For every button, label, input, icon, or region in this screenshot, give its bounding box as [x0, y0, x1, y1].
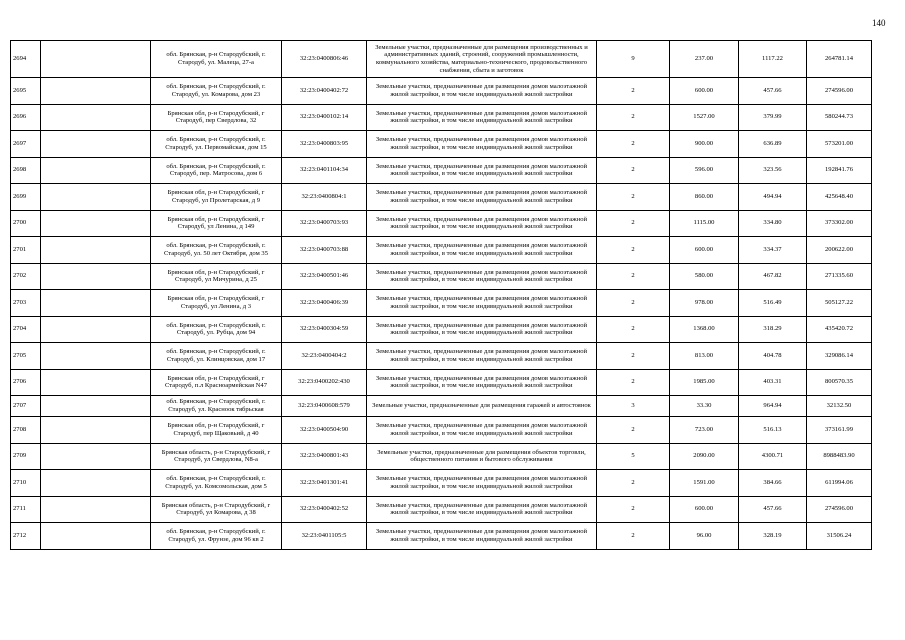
cadastral-number-cell: 32:23:0400202:430 — [282, 369, 367, 396]
cadastral-value-cell: 435420.72 — [807, 316, 872, 343]
address-cell: обл. Брянская, р-н Стародубский, г. Стародуб, ул. Комарова, дом 23 — [151, 78, 282, 105]
group-cell: 2 — [597, 263, 670, 290]
cadastral-number-cell: 32:23:0400504:90 — [282, 417, 367, 444]
land-use-cell: Земельные участки, предназначенные для размещения домов малоэтажной жилой застройки, в том числе индивидуальной жилой застройки — [367, 369, 597, 396]
cadastral-number-cell: 32:23:0400402:52 — [282, 496, 367, 523]
row-number: 2709 — [11, 443, 41, 470]
unit-value-cell: 457.66 — [739, 78, 807, 105]
area-cell: 813.00 — [670, 343, 739, 370]
row-number: 2708 — [11, 417, 41, 444]
land-use-cell: Земельные участки, предназначенные для размещения домов малоэтажной жилой застройки, в том числе индивидуальной жилой застройки — [367, 496, 597, 523]
address-cell: обл. Брянская, р-н Стародубский, г. Стародуб, ул. Первомайская, дом 15 — [151, 131, 282, 158]
area-cell: 978.00 — [670, 290, 739, 317]
cadastral-value-cell: 8988483.90 — [807, 443, 872, 470]
address-cell: обл. Брянская, р-н Стародубский, г. Стародуб, ул. 50 лет Октября, дом 35 — [151, 237, 282, 264]
group-cell: 2 — [597, 316, 670, 343]
cadastral-value-cell: 32132.50 — [807, 396, 872, 417]
table-row — [11, 210, 872, 237]
table-row — [11, 417, 872, 444]
area-cell: 600.00 — [670, 496, 739, 523]
land-use-cell: Земельные участки, предназначенные для размещения домов малоэтажной жилой застройки, в том числе индивидуальной жилой застройки — [367, 78, 597, 105]
cadastral-value-cell: 611994.06 — [807, 470, 872, 497]
cadastral-number-cell: 32:23:0400804:1 — [282, 184, 367, 211]
cadastral-value-cell: 264781.14 — [807, 41, 872, 78]
unit-value-cell: 323.56 — [739, 157, 807, 184]
cadastral-number-cell: 32:23:0401301:41 — [282, 470, 367, 497]
table-row — [11, 104, 872, 131]
cadastral-value-cell: 800570.35 — [807, 369, 872, 396]
row-number: 2705 — [11, 343, 41, 370]
cadastral-number-cell: 32:23:0400304:59 — [282, 316, 367, 343]
group-cell: 2 — [597, 343, 670, 370]
blank-cell — [41, 396, 151, 417]
table-row — [11, 470, 872, 497]
cadastral-value-cell: 329086.14 — [807, 343, 872, 370]
address-cell: Брянская обл, р-н Стародубский, г Стародуб, п.л Красноармейская N47 — [151, 369, 282, 396]
cadastral-number-cell: 32:23:0400404:2 — [282, 343, 367, 370]
area-cell: 723.00 — [670, 417, 739, 444]
row-number: 2696 — [11, 104, 41, 131]
land-use-cell: Земельные участки, предназначенные для размещения домов малоэтажной жилой застройки, в том числе индивидуальной жилой застройки — [367, 470, 597, 497]
row-number: 2701 — [11, 237, 41, 264]
cadastral-number-cell: 32:23:0400703:88 — [282, 237, 367, 264]
row-number: 2697 — [11, 131, 41, 158]
table-row — [11, 496, 872, 523]
cadastral-value-cell: 425648.40 — [807, 184, 872, 211]
land-use-cell: Земельные участки, предназначенные для размещения домов малоэтажной жилой застройки, в том числе индивидуальной жилой застройки — [367, 104, 597, 131]
cadastral-number-cell: 32:23:0400703:93 — [282, 210, 367, 237]
group-cell: 2 — [597, 210, 670, 237]
blank-cell — [41, 316, 151, 343]
blank-cell — [41, 290, 151, 317]
unit-value-cell: 403.31 — [739, 369, 807, 396]
land-use-cell: Земельные участки, предназначенные для размещения домов малоэтажной жилой застройки, в том числе индивидуальной жилой застройки — [367, 523, 597, 550]
row-number: 2695 — [11, 78, 41, 105]
cadastral-value-cell: 271335.60 — [807, 263, 872, 290]
cadastral-number-cell: 32:23:0400406:39 — [282, 290, 367, 317]
row-number: 2694 — [11, 41, 41, 78]
area-cell: 600.00 — [670, 237, 739, 264]
land-use-cell: Земельные участки, предназначенные для размещения производственных и административных зданий, строений, сооружений промышленности, коммунального хозяйства, материально-технического, продовольственного снабжения, сбыта и заготовок — [367, 41, 597, 78]
address-cell: Брянская обл, р-н Стародубский, г Стародуб, ул Ленина, д 149 — [151, 210, 282, 237]
cadastral-number-cell: 32:23:0401104:34 — [282, 157, 367, 184]
group-cell: 2 — [597, 104, 670, 131]
address-cell: обл. Брянская, р-н Стародубский, г. Стародуб, ул. Клинцовская, дом 17 — [151, 343, 282, 370]
page-number: 140 — [872, 18, 886, 28]
cadastral-value-cell: 580244.73 — [807, 104, 872, 131]
blank-cell — [41, 78, 151, 105]
land-use-cell: Земельные участки, предназначенные для размещения домов малоэтажной жилой застройки, в том числе индивидуальной жилой застройки — [367, 210, 597, 237]
land-use-cell: Земельные участки, предназначенные для размещения домов малоэтажной жилой застройки, в том числе индивидуальной жилой застройки — [367, 237, 597, 264]
cadastral-value-cell: 31506.24 — [807, 523, 872, 550]
unit-value-cell: 964.94 — [739, 396, 807, 417]
row-number: 2706 — [11, 369, 41, 396]
group-cell: 2 — [597, 78, 670, 105]
cadastral-value-cell: 274596.00 — [807, 496, 872, 523]
table-row — [11, 316, 872, 343]
group-cell: 2 — [597, 290, 670, 317]
table-row — [11, 396, 872, 417]
cadastral-number-cell: 32:23:0400102:14 — [282, 104, 367, 131]
row-number: 2698 — [11, 157, 41, 184]
blank-cell — [41, 523, 151, 550]
land-use-cell: Земельные участки, предназначенные для размещения домов малоэтажной жилой застройки, в том числе индивидуальной жилой застройки — [367, 343, 597, 370]
row-number: 2704 — [11, 316, 41, 343]
row-number: 2699 — [11, 184, 41, 211]
land-use-cell: Земельные участки, предназначенные для размещения домов малоэтажной жилой застройки, в том числе индивидуальной жилой застройки — [367, 157, 597, 184]
address-cell: Брянская область, р-н Стародубский, г Стародуб, ул Комарова, д 38 — [151, 496, 282, 523]
table-row — [11, 263, 872, 290]
group-cell: 2 — [597, 523, 670, 550]
address-cell: обл. Брянская, р-н Стародубский, г. Стародуб, ул. Комсомольская, дом 5 — [151, 470, 282, 497]
address-cell: обл. Брянская, р-н Стародубский, г. Стародуб, пер. Матросова, дом 6 — [151, 157, 282, 184]
cadastral-number-cell: 32:23:0400803:95 — [282, 131, 367, 158]
blank-cell — [41, 157, 151, 184]
group-cell: 3 — [597, 396, 670, 417]
table-row — [11, 184, 872, 211]
cadastral-value-cell: 373302.00 — [807, 210, 872, 237]
cadastral-value-cell: 505127.22 — [807, 290, 872, 317]
cadastral-number-cell: 32:23:0400806:46 — [282, 41, 367, 78]
area-cell: 1591.00 — [670, 470, 739, 497]
group-cell: 2 — [597, 237, 670, 264]
row-number: 2700 — [11, 210, 41, 237]
cadastral-number-cell: 32:23:0400608:579 — [282, 396, 367, 417]
address-cell: Брянская обл, р-н Стародубский, г Стародуб, ул Ленина, д 3 — [151, 290, 282, 317]
address-cell: Брянская обл, р-н Стародубский, г Стародуб, пер Щаковьий, д 40 — [151, 417, 282, 444]
area-cell: 1368.00 — [670, 316, 739, 343]
unit-value-cell: 1117.22 — [739, 41, 807, 78]
row-number: 2703 — [11, 290, 41, 317]
unit-value-cell: 328.19 — [739, 523, 807, 550]
cadastral-value-cell: 573201.00 — [807, 131, 872, 158]
unit-value-cell: 384.66 — [739, 470, 807, 497]
cadastral-number-cell: 32:23:0401105:5 — [282, 523, 367, 550]
cadastral-number-cell: 32:23:0400801:43 — [282, 443, 367, 470]
row-number: 2707 — [11, 396, 41, 417]
blank-cell — [41, 496, 151, 523]
unit-value-cell: 334.80 — [739, 210, 807, 237]
blank-cell — [41, 443, 151, 470]
land-use-cell: Земельные участки, предназначенные для размещения домов малоэтажной жилой застройки, в том числе индивидуальной жилой застройки — [367, 131, 597, 158]
group-cell: 2 — [597, 369, 670, 396]
table-row — [11, 290, 872, 317]
cadastral-number-cell: 32:23:0400501:46 — [282, 263, 367, 290]
blank-cell — [41, 104, 151, 131]
blank-cell — [41, 41, 151, 78]
table-row — [11, 41, 872, 78]
unit-value-cell: 318.29 — [739, 316, 807, 343]
table-row — [11, 343, 872, 370]
unit-value-cell: 457.66 — [739, 496, 807, 523]
table-row — [11, 131, 872, 158]
area-cell: 1985.00 — [670, 369, 739, 396]
blank-cell — [41, 417, 151, 444]
group-cell: 2 — [597, 417, 670, 444]
land-use-cell: Земельные участки, предназначенные для размещения домов малоэтажной жилой застройки, в том числе индивидуальной жилой застройки — [367, 263, 597, 290]
unit-value-cell: 4300.71 — [739, 443, 807, 470]
blank-cell — [41, 263, 151, 290]
table-row — [11, 237, 872, 264]
land-use-cell: Земельные участки, предназначенные для размещения домов малоэтажной жилой застройки, в том числе индивидуальной жилой застройки — [367, 417, 597, 444]
row-number: 2712 — [11, 523, 41, 550]
address-cell: Брянская обл, р-н Стародубский, г Стародуб, ул Пролетарская, д 9 — [151, 184, 282, 211]
cadastral-value-cell: 373161.99 — [807, 417, 872, 444]
area-cell: 1115.00 — [670, 210, 739, 237]
area-cell: 33.30 — [670, 396, 739, 417]
group-cell: 5 — [597, 443, 670, 470]
address-cell: Брянская обл, р-н Стародубский, г Стародуб, пер Свердлова, 32 — [151, 104, 282, 131]
row-number: 2711 — [11, 496, 41, 523]
address-cell: Брянская обл, р-н Стародубский, г Стародуб, ул Мичурина, д 25 — [151, 263, 282, 290]
group-cell: 2 — [597, 131, 670, 158]
blank-cell — [41, 470, 151, 497]
land-use-cell: Земельные участки, предназначенные для размещения объектов торговли, общественного питания и бытового обслуживания — [367, 443, 597, 470]
group-cell: 2 — [597, 184, 670, 211]
table-row — [11, 78, 872, 105]
land-use-cell: Земельные участки, предназначенные для размещения домов малоэтажной жилой застройки, в том числе индивидуальной жилой застройки — [367, 316, 597, 343]
unit-value-cell: 494.94 — [739, 184, 807, 211]
area-cell: 900.00 — [670, 131, 739, 158]
cadastral-value-cell: 200622.00 — [807, 237, 872, 264]
group-cell: 2 — [597, 157, 670, 184]
area-cell: 1527.00 — [670, 104, 739, 131]
cadastral-value-cell: 192841.76 — [807, 157, 872, 184]
unit-value-cell: 379.99 — [739, 104, 807, 131]
unit-value-cell: 516.13 — [739, 417, 807, 444]
group-cell: 2 — [597, 470, 670, 497]
table-row — [11, 157, 872, 184]
area-cell: 96.00 — [670, 523, 739, 550]
blank-cell — [41, 131, 151, 158]
group-cell: 2 — [597, 496, 670, 523]
area-cell: 600.00 — [670, 78, 739, 105]
area-cell: 237.00 — [670, 41, 739, 78]
table-row — [11, 443, 872, 470]
unit-value-cell: 467.82 — [739, 263, 807, 290]
unit-value-cell: 516.49 — [739, 290, 807, 317]
address-cell: обл. Брянская, р-н Стародубский, г. Стародуб, ул. Малеца, 27-а — [151, 41, 282, 78]
area-cell: 580.00 — [670, 263, 739, 290]
area-cell: 596.00 — [670, 157, 739, 184]
unit-value-cell: 334.37 — [739, 237, 807, 264]
table-row — [11, 523, 872, 550]
blank-cell — [41, 343, 151, 370]
blank-cell — [41, 210, 151, 237]
address-cell: обл. Брянская, р-н Стародубский, г. Стародуб, ул. Красноок тябрьская — [151, 396, 282, 417]
land-use-cell: Земельные участки, предназначенные для размещения домов малоэтажной жилой застройки, в том числе индивидуальной жилой застройки — [367, 184, 597, 211]
address-cell: обл. Брянская, р-н Стародубский, г. Стародуб, ул. Фрунзе, дом 96 кв 2 — [151, 523, 282, 550]
address-cell: обл. Брянская, р-н Стародубский, г. Стародуб, ул. Рубца, дом 94 — [151, 316, 282, 343]
cadastral-value-cell: 274596.00 — [807, 78, 872, 105]
row-number: 2702 — [11, 263, 41, 290]
area-cell: 860.00 — [670, 184, 739, 211]
area-cell: 2090.00 — [670, 443, 739, 470]
cadastral-number-cell: 32:23:0400402:72 — [282, 78, 367, 105]
blank-cell — [41, 369, 151, 396]
blank-cell — [41, 237, 151, 264]
land-use-cell: Земельные участки, предназначенные для размещения домов малоэтажной жилой застройки, в том числе индивидуальной жилой застройки — [367, 290, 597, 317]
row-number: 2710 — [11, 470, 41, 497]
table-row — [11, 369, 872, 396]
group-cell: 9 — [597, 41, 670, 78]
unit-value-cell: 636.89 — [739, 131, 807, 158]
unit-value-cell: 404.78 — [739, 343, 807, 370]
address-cell: Брянская область, р-н Стародубский, г Стародуб, ул Свердлова, N8-а — [151, 443, 282, 470]
land-use-cell: Земельные участки, предназначенные для размещения гаражей и автостоянок — [367, 396, 597, 417]
blank-cell — [41, 184, 151, 211]
land-registry-table — [10, 40, 872, 550]
